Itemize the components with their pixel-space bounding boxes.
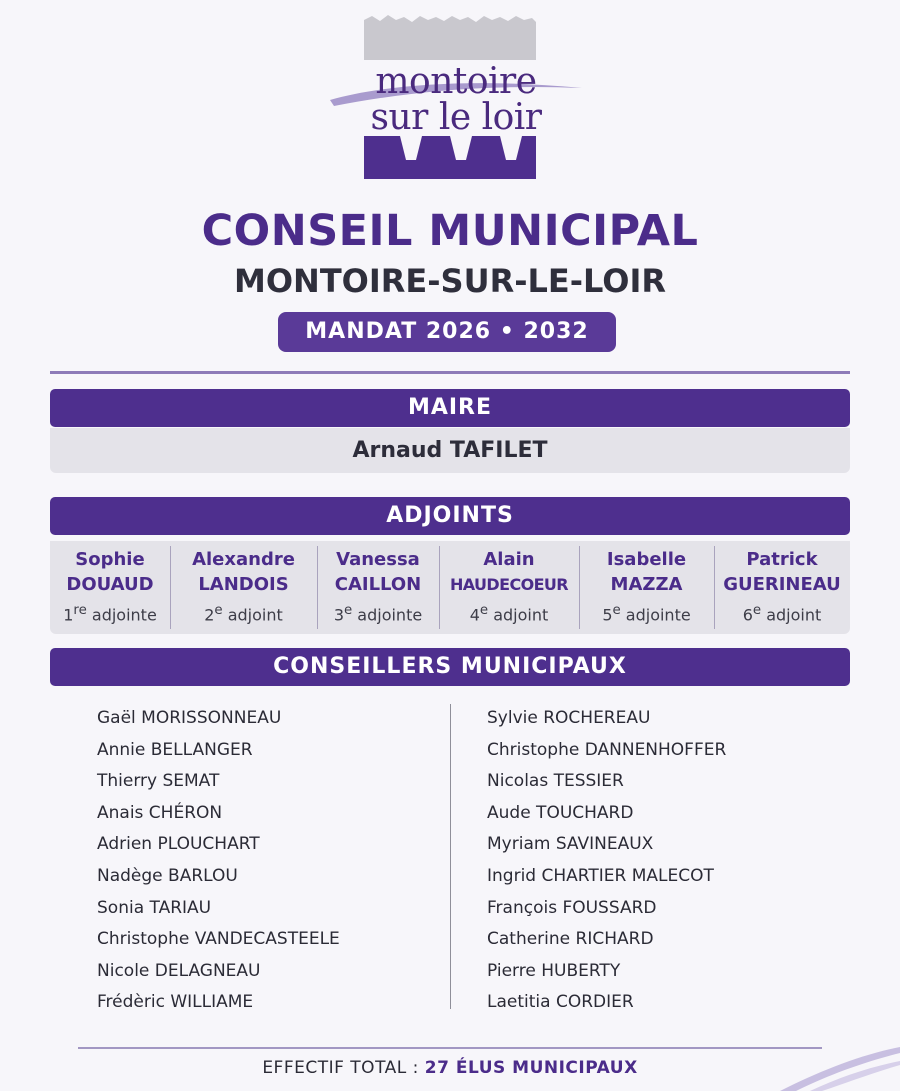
adjoints-list: [50, 541, 850, 634]
adjoint-first-name: Alexandre: [192, 548, 295, 570]
conseiller-name: Nicole DELAGNEAU: [97, 960, 261, 981]
adjoint-last-name: GUERINEAU: [723, 573, 841, 595]
conseillers-heading: CONSEILLERS MUNICIPAUX: [50, 648, 850, 686]
logo-text-line2: sur le loir: [370, 97, 542, 138]
adjoint-first-name: Isabelle: [606, 548, 687, 570]
adjoint-role: 5e adjointe: [602, 602, 691, 625]
conseiller-name: Christophe DANNENHOFFER: [487, 739, 727, 760]
bottom-divider: [78, 1047, 822, 1049]
adjoint-card: [170, 541, 317, 634]
page-title: CONSEIL MUNICIPAL: [201, 206, 699, 256]
adjoint-first-name: Vanessa: [336, 548, 420, 570]
corner-swoosh-decoration: [760, 1021, 900, 1091]
conseiller-name: Pierre HUBERTY: [487, 960, 621, 981]
conseiller-name: Nicolas TESSIER: [487, 771, 624, 792]
conseiller-name: Gaël MORISSONNEAU: [97, 708, 282, 728]
adjoint-role: 3e adjointe: [333, 602, 423, 625]
adjoint-card: [579, 541, 714, 634]
conseillers-left-column: [97, 703, 340, 1019]
conseiller-name: Thierry SEMAT: [97, 771, 220, 792]
conseiller-name: Annie BELLANGER: [97, 739, 253, 760]
adjoint-last-name: HAUDECOEUR: [449, 574, 569, 594]
conseiller-name: Sonia TARIAU: [97, 897, 212, 918]
conseiller-name: Laetitia CORDIER: [487, 992, 634, 1013]
adjoint-last-name: CAILLON: [334, 573, 422, 595]
conseiller-name: Frédèric WILLIAME: [97, 992, 254, 1013]
maire-heading: MAIRE: [50, 389, 850, 427]
logo-text-line1: montoire: [375, 61, 537, 102]
conseiller-name: Sylvie ROCHEREAU: [487, 708, 651, 728]
adjoint-role: 4e adjoint: [469, 602, 549, 625]
adjoint-role: 6e adjoint: [742, 602, 822, 625]
conseiller-name: Nadège BARLOU: [97, 865, 238, 886]
conseiller-name: Christophe VANDECASTEELE: [97, 929, 340, 950]
adjoint-first-name: Sophie: [75, 548, 145, 570]
mandat-badge: MANDAT 2026 • 2032: [278, 312, 616, 352]
adjoint-role: 2e adjoint: [204, 602, 283, 625]
conseiller-name: Adrien PLOUCHART: [97, 834, 260, 855]
total-value: 27 ÉLUS MUNICIPAUX: [424, 1058, 638, 1078]
conseiller-name: Catherine RICHARD: [487, 929, 654, 950]
total-label: EFFECTIF TOTAL :: [262, 1058, 425, 1078]
adjoint-card: [439, 541, 579, 634]
maire-name: Arnaud TAFILET: [50, 428, 850, 473]
adjoint-last-name: LANDOIS: [198, 573, 289, 595]
conseiller-name: Aude TOUCHARD: [487, 802, 634, 823]
adjoint-last-name: DOUAUD: [66, 573, 154, 595]
adjoint-card: [50, 541, 170, 634]
adjoint-first-name: Patrick: [746, 548, 818, 570]
conseiller-name: Myriam SAVINEAUX: [487, 834, 654, 855]
adjoint-first-name: Alain: [483, 548, 535, 570]
adjoint-role: 1re adjointe: [63, 602, 157, 625]
adjoints-heading: ADJOINTS: [50, 497, 850, 535]
conseiller-name: Anais CHÉRON: [97, 802, 223, 823]
conseiller-name: Ingrid CHARTIER MALECOT: [487, 865, 714, 886]
conseillers-right-column: [487, 703, 726, 1019]
column-divider: [450, 704, 451, 1009]
town-logo: [326, 14, 586, 182]
adjoint-card: [317, 541, 439, 634]
adjoint-card: [714, 541, 850, 634]
conseiller-name: François FOUSSARD: [487, 897, 657, 918]
adjoint-last-name: MAZZA: [610, 573, 683, 595]
page-subtitle: MONTOIRE-SUR-LE-LOIR: [233, 262, 667, 300]
top-divider: [50, 371, 850, 374]
